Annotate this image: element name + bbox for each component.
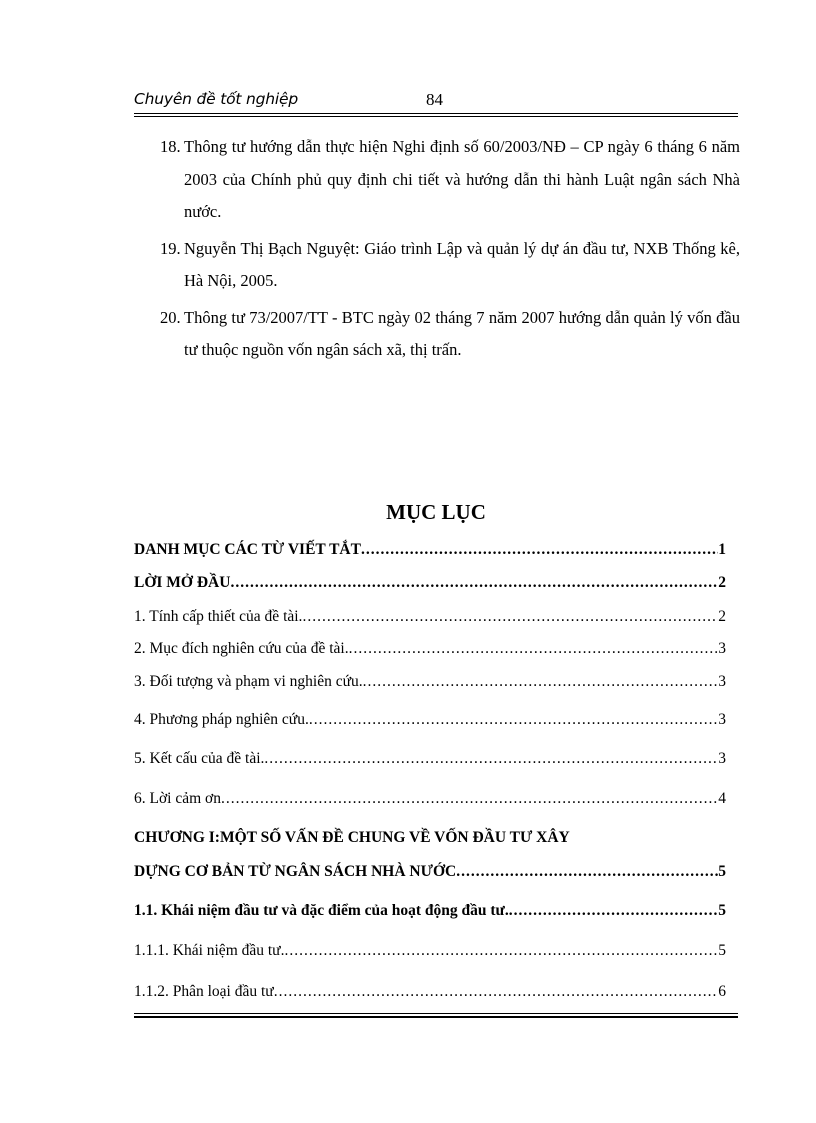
- footer-divider: [134, 1013, 738, 1018]
- toc-leader: [361, 541, 718, 559]
- toc-entry-title: 1.1. Khái niệm đầu tư và đặc điểm của hoạt động đầu tư.: [134, 902, 509, 919]
- toc-entry-title: DỰNG CƠ BẢN TỪ NGÂN SÁCH NHÀ NƯỚC: [134, 863, 457, 880]
- toc-entry-page: 1: [718, 541, 726, 558]
- reference-number: 19.: [160, 238, 181, 258]
- toc-entry-page: 3: [718, 640, 726, 657]
- reference-item: [160, 302, 740, 367]
- toc-entry[interactable]: [134, 673, 726, 697]
- toc-entry[interactable]: [134, 541, 726, 565]
- toc-entry-title: 1.1.2. Phân loại đầu tư: [134, 983, 274, 1000]
- toc-entry-title: 4. Phương pháp nghiên cứu.: [134, 711, 309, 728]
- toc-title: MỤC LỤC: [386, 500, 486, 524]
- toc-leader: [264, 750, 718, 768]
- toc-entry-page: 6: [718, 983, 726, 1000]
- toc-entry-title: LỜI MỞ ĐẦU: [134, 574, 231, 591]
- toc-entry[interactable]: [134, 902, 726, 926]
- toc-leader: [230, 574, 718, 592]
- toc-entry[interactable]: [134, 863, 726, 887]
- toc-leader: [274, 983, 719, 1001]
- header-topic: Chuyên đề tốt nghiệp: [134, 90, 298, 108]
- toc-entry[interactable]: [134, 640, 726, 664]
- toc-entry[interactable]: [134, 790, 726, 814]
- toc-entry-title-line1: CHƯƠNG I:MỘT SỐ VẤN ĐỀ CHUNG VỀ VỐN ĐẦU TƯ XÂY: [134, 829, 570, 846]
- reference-number: 18.: [160, 137, 181, 156]
- toc-entry-page: 4: [718, 790, 726, 807]
- page-number: 84: [426, 90, 443, 109]
- toc-entry[interactable]: [134, 983, 726, 1007]
- toc-entry[interactable]: [134, 942, 726, 966]
- toc-entry-page: 5: [718, 942, 726, 959]
- toc-entry-page: 3: [718, 711, 726, 728]
- toc-leader: [284, 942, 718, 960]
- toc-entry-page: 3: [718, 673, 726, 690]
- toc-entry-page: 5: [718, 902, 726, 919]
- reference-item: [160, 131, 740, 229]
- toc-entry-title: DANH MỤC CÁC TỪ VIẾT TẮT: [134, 541, 361, 558]
- reference-text: Thông tư 73/2007/TT - BTC ngày 02 tháng 7 năm 2007 hướng dẫn quản lý vốn đầu tư thuộc nguồn vốn ngân sách xã, thị trấn.: [184, 307, 740, 359]
- reference-number: 20.: [160, 307, 181, 327]
- toc-entry[interactable]: [134, 608, 726, 632]
- toc-entry-title: 1. Tính cấp thiết của đề tài.: [134, 608, 303, 625]
- toc-entry-page: 3: [718, 750, 726, 767]
- toc-entry-page: 2: [718, 608, 726, 625]
- reference-text: Nguyễn Thị Bạch Nguyệt: Giáo trình Lập và quản lý dự án đầu tư, NXB Thống kê, Hà Nội, 2005.: [184, 238, 740, 290]
- toc-entry-title: 5. Kết cấu của đề tài.: [134, 750, 265, 767]
- toc-entry[interactable]: [134, 574, 726, 598]
- toc-entry[interactable]: [134, 711, 726, 735]
- page-header: [134, 86, 738, 116]
- toc-entry-page: 2: [718, 574, 726, 591]
- reference-item: [160, 233, 740, 298]
- toc-leader: [309, 711, 718, 729]
- toc-leader: [363, 673, 719, 691]
- toc-leader: [456, 863, 718, 881]
- toc-entry-title: 1.1.1. Khái niệm đầu tư.: [134, 942, 285, 959]
- header-divider: [134, 113, 738, 117]
- reference-list: [160, 131, 740, 371]
- toc-leader: [509, 902, 719, 920]
- toc-leader: [221, 790, 718, 808]
- toc-leader: [349, 640, 719, 658]
- reference-text: Thông tư hướng dẫn thực hiện Nghi định số 60/2003/NĐ – CP ngày 6 tháng 6 năm 2003 của Chính phủ quy định chi tiết và hướng dẫn thi hành Luật ngân sách Nhà nước.: [184, 137, 740, 221]
- toc-entry-page: 5: [718, 863, 726, 880]
- toc-entry-title: 6. Lời cảm ơn: [134, 790, 221, 807]
- toc-entry[interactable]: [134, 750, 726, 774]
- toc-entry-title: 3. Đối tượng và phạm vi nghiên cứu.: [134, 673, 363, 690]
- toc-entry-title: 2. Mục đích nghiên cứu của đề tài.: [134, 640, 349, 657]
- toc-leader: [302, 608, 718, 626]
